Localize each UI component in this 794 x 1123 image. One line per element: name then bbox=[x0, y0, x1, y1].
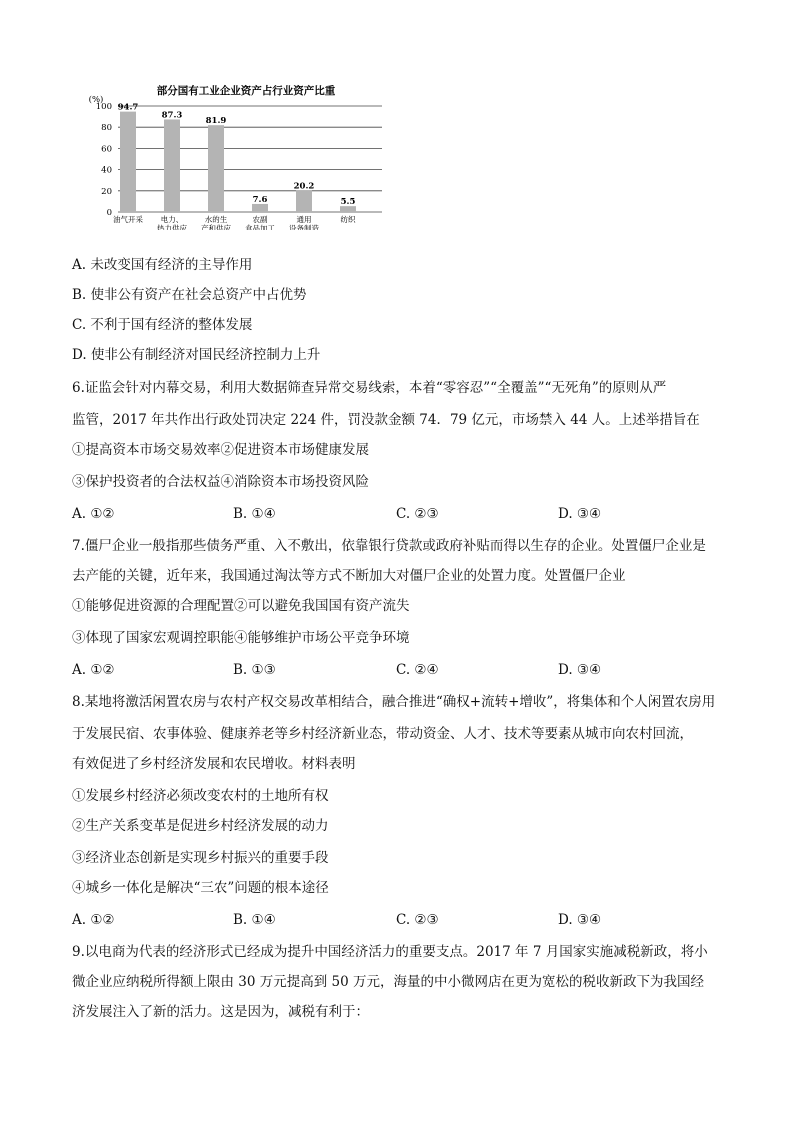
value-label: 81.9 bbox=[205, 116, 227, 127]
category-label: 油气开采 bbox=[113, 215, 143, 224]
bar bbox=[164, 119, 180, 212]
q6-choice-c: C. ②③ bbox=[396, 506, 439, 522]
q5-option-a: A. 未改变国有经济的主导作用 bbox=[72, 257, 253, 273]
bar bbox=[120, 112, 136, 212]
q8-choice-c: C. ②③ bbox=[396, 912, 439, 928]
bars bbox=[120, 112, 356, 212]
q6-stem-line-1: 6.证监会针对内幕交易，利用大数据筛查异常交易线索，本着“零容忍”“全覆盖”“无死角”的原则从严 bbox=[72, 380, 667, 396]
q8-stem-line-2: 于发展民宿、农事体验、健康养老等乡村经济新业态，带动资金、人才、技术等要素从城市向农村回流， bbox=[72, 726, 693, 742]
y-tick-label: 60 bbox=[101, 144, 112, 155]
bar bbox=[208, 125, 224, 212]
value-label: 94.7 bbox=[117, 102, 139, 113]
q6-choices bbox=[72, 504, 732, 524]
q9-stem-line-1: 9.以电商为代表的经济形式已经成为提升中国经济活力的重要支点。2017 年 7 月国家实施减税新政，将小 bbox=[72, 944, 708, 960]
value-labels bbox=[118, 103, 356, 208]
category-label: 设备制造 bbox=[289, 224, 319, 230]
y-tick-labels bbox=[96, 102, 112, 218]
value-label: 20.2 bbox=[293, 181, 315, 192]
q8-choices bbox=[72, 910, 732, 930]
q8-choice-b: B. ①④ bbox=[233, 912, 276, 928]
q8-statement-3: ③经济业态创新是实现乡村振兴的重要手段 bbox=[72, 850, 329, 866]
q6-choice-b: B. ①④ bbox=[233, 506, 276, 522]
y-tick-label: 40 bbox=[101, 165, 112, 176]
category-label: 通用 bbox=[296, 215, 312, 224]
category-label: 产和供应 bbox=[201, 224, 231, 230]
y-tick-label: 100 bbox=[95, 102, 112, 112]
value-label: 7.6 bbox=[252, 194, 268, 205]
y-axis-label: (%) bbox=[88, 95, 104, 105]
q7-statement-line-1: ①能够促进资源的合理配置②可以避免我国国有资产流失 bbox=[72, 598, 410, 614]
bar bbox=[296, 191, 312, 212]
q7-choice-b: B. ①③ bbox=[233, 662, 276, 678]
q7-stem-line-2: 去产能的关键，近年来，我国通过淘汰等方式不断加大对僵尸企业的处置力度。处置僵尸企业 bbox=[72, 568, 626, 584]
q7-choice-a: A. ①② bbox=[72, 662, 115, 678]
category-label: 纺织 bbox=[340, 215, 356, 224]
q5-option-c: C. 不利于国有经济的整体发展 bbox=[72, 317, 253, 333]
y-tick-label: 20 bbox=[101, 186, 112, 197]
q7-choice-d: D. ③④ bbox=[558, 662, 602, 678]
q8-statement-2: ②生产关系变革是促进乡村经济发展的动力 bbox=[72, 818, 329, 834]
q9-stem-line-2: 微企业应纳税所得额上限由 30 万元提高到 50 万元，海量的中小微网店在更为宽松的税收新政下为我国经 bbox=[72, 974, 705, 990]
category-label: 热力供应 bbox=[157, 224, 187, 230]
q7-choice-c: C. ②④ bbox=[396, 662, 439, 678]
q8-statement-1: ①发展乡村经济必须改变农村的土地所有权 bbox=[72, 788, 329, 804]
bar-chart bbox=[84, 80, 394, 230]
q8-choice-d: D. ③④ bbox=[558, 912, 602, 928]
q8-choice-a: A. ①② bbox=[72, 912, 115, 928]
q7-choices bbox=[72, 660, 732, 680]
chart-title: 部分国有工业企业资产占行业资产比重 bbox=[156, 85, 336, 97]
q7-statement-line-2: ③体现了国家宏观调控职能④能够维护市场公平竞争环境 bbox=[72, 630, 410, 646]
category-label: 食品加工 bbox=[245, 224, 275, 230]
grid-lines bbox=[118, 106, 382, 212]
q6-choice-a: A. ①② bbox=[72, 506, 115, 522]
category-label: 水的生 bbox=[204, 215, 228, 224]
q5-option-b: B. 使非公有资产在社会总资产中占优势 bbox=[72, 287, 307, 303]
y-tick-label: 0 bbox=[106, 208, 112, 218]
q6-statement-line-1: ①提高资本市场交易效率②促进资本市场健康发展 bbox=[72, 442, 369, 458]
q8-statement-4: ④城乡一体化是解决“三农”问题的根本途径 bbox=[72, 880, 329, 896]
bar-chart-svg bbox=[84, 80, 394, 230]
value-label: 5.5 bbox=[340, 197, 356, 208]
category-label: 电力、 bbox=[160, 215, 184, 224]
bar bbox=[252, 204, 268, 212]
y-tick-label: 80 bbox=[101, 123, 112, 134]
category-labels bbox=[113, 214, 356, 230]
q6-statement-line-2: ③保护投资者的合法权益④消除资本市场投资风险 bbox=[72, 474, 369, 490]
q9-stem-line-3: 济发展注入了新的活力。这是因为，减税有利于： bbox=[72, 1004, 369, 1020]
q8-stem-line-3: 有效促进了乡村经济发展和农民增收。材料表明 bbox=[72, 756, 356, 772]
q8-stem-line-1: 8.某地将激活闲置农房与农村产权交易改革相结合，融合推进“确权+流转+增收”，将集体和个人闲置农房用 bbox=[72, 694, 716, 710]
q5-option-d: D. 使非公有制经济对国民经济控制力上升 bbox=[72, 347, 321, 363]
q6-stem-line-2: 监管，2017 年共作出行政处罚决定 224 件，罚没款金额 74．79 亿元，市场禁入 44 人。上述举措旨在 bbox=[72, 412, 700, 428]
q6-choice-d: D. ③④ bbox=[558, 506, 602, 522]
category-label: 农副 bbox=[252, 215, 268, 224]
q7-stem-line-1: 7.僵尸企业一般指那些债务严重、入不敷出，依靠银行贷款或政府补贴而得以生存的企业。处置僵尸企业是 bbox=[72, 538, 706, 554]
value-label: 87.3 bbox=[161, 110, 183, 121]
